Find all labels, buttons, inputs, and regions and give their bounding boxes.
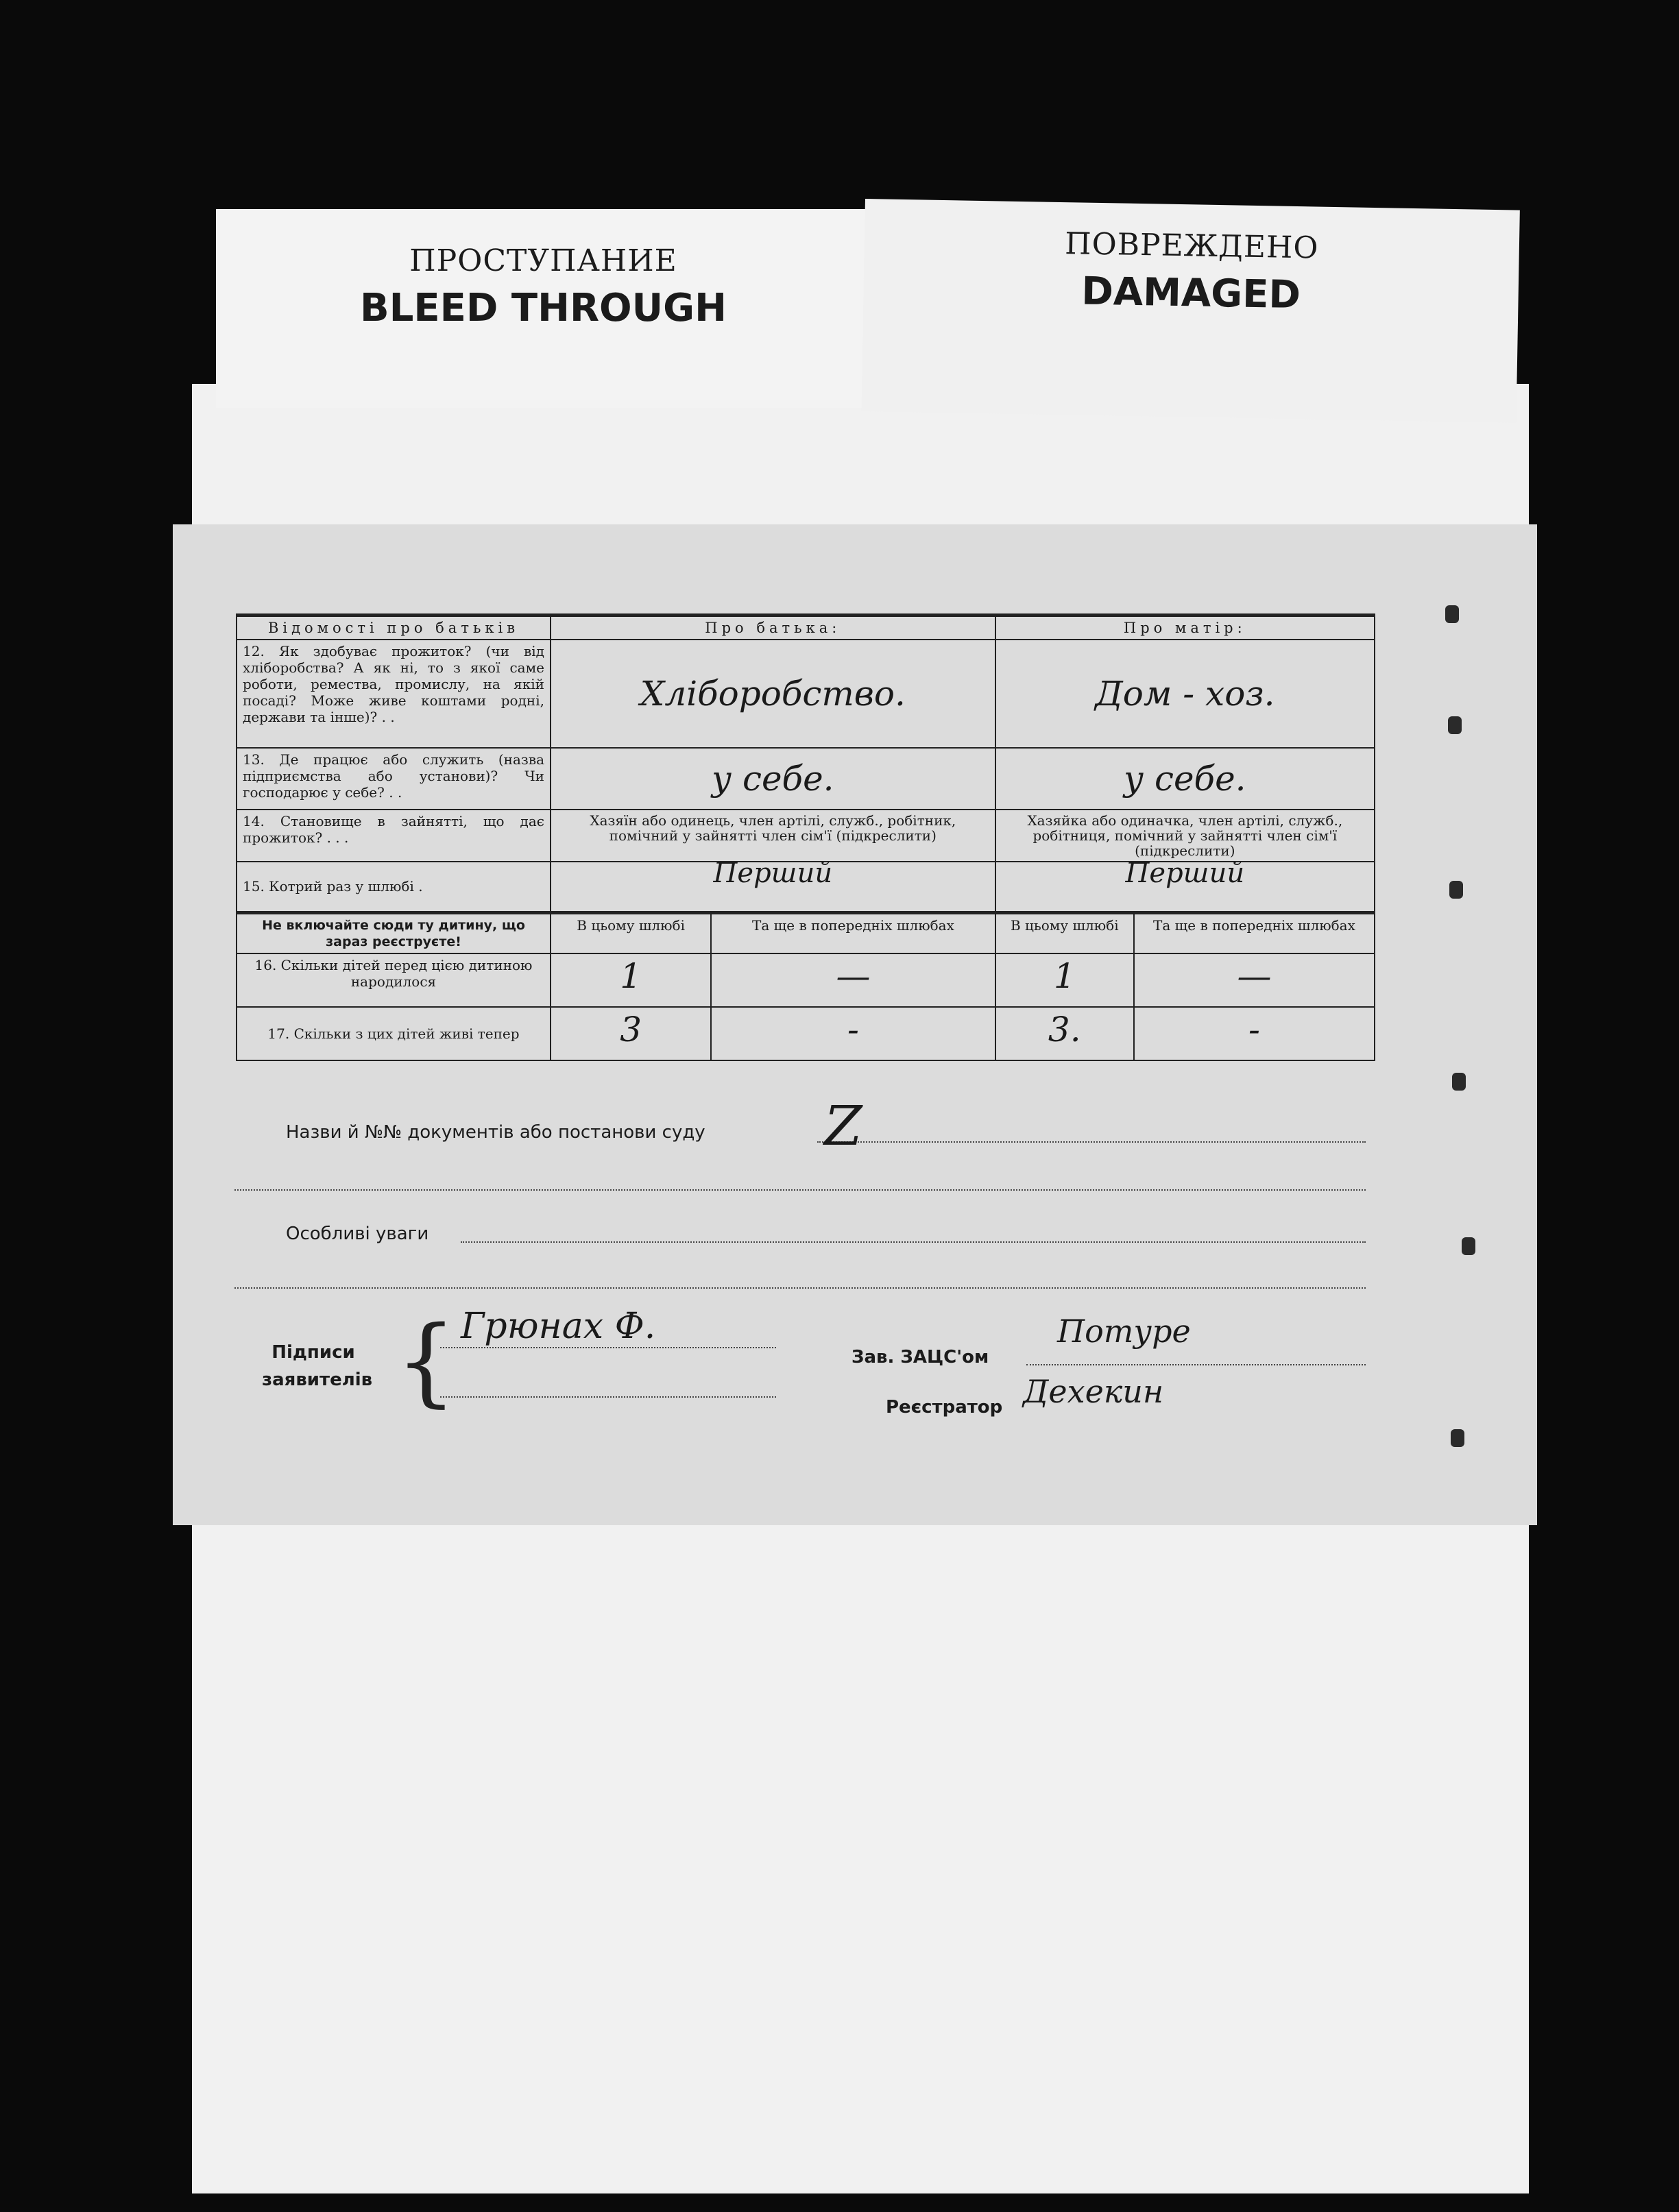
question-16: 16. Скільки дітей перед цією дитиною народилося	[237, 953, 551, 1007]
question-13: 13. Де працює або служить (назва підприємства або установи)? Чи господарює у себе? . .	[237, 748, 551, 810]
mother-col-prev: Та ще в попередніх шлюбах	[1134, 912, 1375, 953]
mother-status-options: Хазяйка або одиначка, член артілі, служб., робітниця, помічний у зайнятті член сім'ї (підкреслити)	[995, 810, 1375, 862]
question-12: 12. Як здобуває прожиток? (чи від хліборобства? А як ні, то з якої саме роботи, ремества, промислу, на якій посаді? Може живе коштами родні, держави та інше)? . .	[237, 640, 551, 748]
q16-father-this: 1	[620, 956, 642, 996]
documents-line	[817, 1141, 1366, 1143]
remarks-line	[461, 1241, 1366, 1243]
mother-marriage-count: Перший	[1125, 858, 1245, 889]
documents-label: Назви й №№ документів або постанови суду	[286, 1122, 705, 1143]
documents-dash-mark: Z	[824, 1094, 862, 1158]
father-col-this: В цьому шлюбі	[551, 912, 711, 953]
q17-father-prev: -	[847, 1009, 859, 1049]
q17-father-this: 3	[620, 1009, 642, 1049]
signature-line-2	[440, 1396, 776, 1398]
damaged-ru: ПОВРЕЖДЕНО	[1064, 226, 1319, 266]
q17-mother-this: 3.	[1048, 1009, 1081, 1049]
punch-hole	[1449, 881, 1463, 899]
question-15: 15. Котрий раз у шлюбі .	[237, 862, 551, 912]
punch-hole	[1451, 1429, 1464, 1447]
documents-line-2	[234, 1189, 1366, 1191]
registration-form	[173, 524, 1537, 1525]
header-father: Про батька:	[551, 616, 995, 640]
head-label: Зав. ЗАЦС'ом	[851, 1347, 989, 1368]
bleed-through-tab	[216, 209, 871, 408]
father-livelihood: Хліборобство.	[640, 674, 906, 714]
bleed-through-en: BLEED THROUGH	[360, 286, 727, 330]
header-info: Відомості про батьків	[237, 616, 551, 640]
q16-mother-prev: —	[1237, 956, 1272, 996]
father-marriage-count: Перший	[713, 858, 833, 889]
head-line	[1026, 1364, 1366, 1365]
remarks-line-2	[234, 1287, 1366, 1289]
father-status-options: Хазяїн або одинець, член артілі, служб., робітник, помічний у зайнятті член сім'ї (підкреслити)	[551, 810, 995, 862]
registrar-signature: Дехекин	[1023, 1373, 1164, 1410]
q16-father-prev: —	[836, 956, 871, 996]
mother-workplace: у себе.	[1124, 759, 1246, 799]
head-signature: Потуре	[1057, 1313, 1191, 1350]
punch-hole	[1462, 1237, 1475, 1255]
q16-mother-this: 1	[1053, 956, 1076, 996]
mother-livelihood: Дом - хоз.	[1095, 674, 1275, 714]
damaged-tab	[862, 199, 1520, 423]
parents-info-table	[236, 613, 1375, 1061]
header-mother: Про матір:	[995, 616, 1375, 640]
q17-mother-prev: -	[1248, 1009, 1260, 1049]
signatures-brace: {	[396, 1306, 457, 1418]
question-17: 17. Скільки з цих дітей живі тепер	[237, 1007, 551, 1060]
damaged-en: DAMAGED	[1080, 269, 1301, 318]
punch-hole	[1448, 716, 1462, 734]
father-workplace: у себе.	[712, 759, 834, 799]
signature-line-1	[440, 1347, 776, 1348]
punch-hole	[1452, 1073, 1466, 1091]
bleed-through-ru: ПРОСТУПАНИЕ	[409, 243, 677, 278]
punch-hole	[1445, 605, 1459, 623]
remarks-label: Особливі уваги	[286, 1224, 429, 1244]
note-exclude-child: Не включайте сюди ту дитину, що зараз реєструєте!	[237, 912, 551, 953]
father-col-prev: Та ще в попередніх шлюбах	[711, 912, 995, 953]
signatures-label: Підписи заявителів	[262, 1342, 373, 1390]
question-14: 14. Становище в зайнятті, що дає прожиток? . . .	[237, 810, 551, 862]
applicant-signature: Грюнах Ф.	[461, 1306, 656, 1347]
mother-col-this: В цьому шлюбі	[995, 912, 1134, 953]
registrar-label: Реєстратор	[886, 1397, 1003, 1418]
